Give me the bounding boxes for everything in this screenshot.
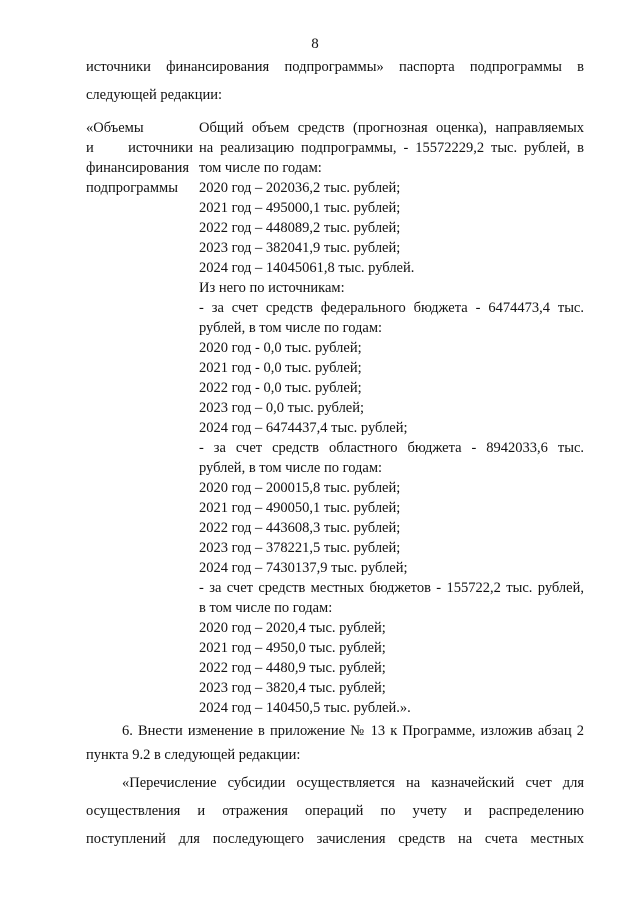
table-label-line: и источники xyxy=(86,140,193,156)
table-content-line: 2021 год - 0,0 тыс. рублей; xyxy=(199,360,362,376)
table-label-line: подпрограммы xyxy=(86,180,178,196)
table-content-line: - за счет средств федерального бюджета - 6474473,4 тыс. xyxy=(199,300,584,316)
table-content-line: 2023 год – 0,0 тыс. рублей; xyxy=(199,400,365,416)
table-content-line: на реализацию подпрограммы, - 15572229,2 тыс. рублей, в xyxy=(199,140,584,156)
table-label-line: «Объемы xyxy=(86,120,144,136)
table-content-line: том числе по годам: xyxy=(199,160,322,176)
table-content-line: 2024 год – 140450,5 тыс. рублей.». xyxy=(199,700,411,716)
intro-line-2: следующей редакции: xyxy=(86,87,223,103)
quote-line-2: осуществления и отражения операций по учету и распределению xyxy=(86,803,584,819)
table-content-line: 2022 год - 0,0 тыс. рублей; xyxy=(199,380,362,396)
table-content-line: 2022 год – 443608,3 тыс. рублей; xyxy=(199,520,401,536)
table-content-line: 2021 год – 490050,1 тыс. рублей; xyxy=(199,500,401,516)
table-content-line: 2020 год – 200015,8 тыс. рублей; xyxy=(199,480,401,496)
table-content-line: рублей, в том числе по годам: xyxy=(199,460,383,476)
table-content-line: в том числе по годам: xyxy=(199,600,333,616)
table-content-line: - за счет средств областного бюджета - 8942033,6 тыс. xyxy=(199,440,584,456)
quote-line-1: «Перечисление субсидии осуществляется на казначейский счет для xyxy=(122,775,584,791)
table-content-line: 2020 год – 2020,4 тыс. рублей; xyxy=(199,620,386,636)
table-content-line: 2024 год – 6474437,4 тыс. рублей; xyxy=(199,420,408,436)
page-number: 8 xyxy=(311,36,319,52)
quote-line-3: поступлений для последующего зачисления средств на счета местных xyxy=(86,831,584,847)
table-content-line: 2020 год - 0,0 тыс. рублей; xyxy=(199,340,362,356)
table-content-line: 2023 год – 3820,4 тыс. рублей; xyxy=(199,680,386,696)
table-content-line: Из него по источникам: xyxy=(199,280,345,296)
table-content-line: - за счет средств местных бюджетов - 155722,2 тыс. рублей, xyxy=(199,580,584,596)
table-label-line: финансирования xyxy=(86,160,190,176)
item6-line-1: 6. Внести изменение в приложение № 13 к Программе, изложив абзац 2 xyxy=(122,723,584,739)
table-content-line: 2022 год – 448089,2 тыс. рублей; xyxy=(199,220,401,236)
table-content-line: 2023 год – 382041,9 тыс. рублей; xyxy=(199,240,401,256)
table-content-line: 2024 год – 7430137,9 тыс. рублей; xyxy=(199,560,408,576)
item6-line-2: пункта 9.2 в следующей редакции: xyxy=(86,747,301,763)
table-content-line: 2023 год – 378221,5 тыс. рублей; xyxy=(199,540,401,556)
intro-line-1: источники финансирования подпрограммы» паспорта подпрограммы в xyxy=(86,59,584,75)
table-content-line: 2024 год – 14045061,8 тыс. рублей. xyxy=(199,260,415,276)
table-content-line: 2021 год – 4950,0 тыс. рублей; xyxy=(199,640,386,656)
table-content-line: 2022 год – 4480,9 тыс. рублей; xyxy=(199,660,386,676)
table-content-line: Общий объем средств (прогнозная оценка), направляемых xyxy=(199,120,584,136)
table-content-line: 2021 год – 495000,1 тыс. рублей; xyxy=(199,200,401,216)
table-content-line: рублей, в том числе по годам: xyxy=(199,320,383,336)
table-content-line: 2020 год – 202036,2 тыс. рублей; xyxy=(199,180,401,196)
